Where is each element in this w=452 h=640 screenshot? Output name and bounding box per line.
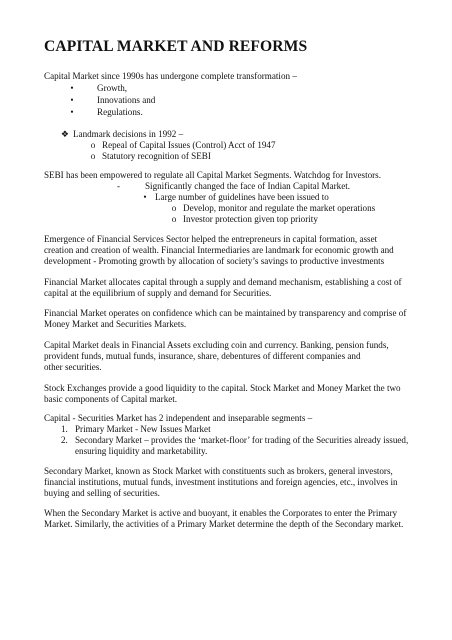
bullet-circle-icon: o <box>171 203 177 213</box>
paragraph-line: development - Promoting growth by allocation of society’s savings to productive investments <box>44 256 385 267</box>
bullet-dot-icon: • <box>70 107 74 117</box>
bullet-dot-icon: • <box>70 95 74 105</box>
landmark-item: Repeal of Capital Issues (Control) Acct of 1947 <box>102 140 276 150</box>
transformation-item: Regulations. <box>97 107 143 117</box>
paragraph-line: capital at the equilibrium of supply and demand for Securities. <box>44 288 272 299</box>
document-title: CAPITAL MARKET AND REFORMS <box>44 38 308 55</box>
dash-marker: - <box>117 181 121 191</box>
segments-heading: Capital - Securities Market has 2 independent and inseparable segments – <box>44 413 313 423</box>
paragraph-line: other securities. <box>44 362 102 373</box>
bullet-dot-icon: • <box>143 192 147 202</box>
paragraph-capital-market <box>44 340 411 373</box>
segment-item-continued: ensuring liquidity and marketability. <box>75 446 208 456</box>
paragraph-buoyant-market <box>44 508 411 530</box>
transformation-item: Innovations and <box>97 95 156 105</box>
paragraph-line: basic components of Capital market. <box>44 394 178 405</box>
paragraph-line: Financial Market allocates capital through a supply and demand mechanism, establishing a cost of <box>44 277 402 287</box>
bullet-circle-icon: o <box>171 214 177 224</box>
transformation-item: Growth, <box>97 83 128 93</box>
sebi-line: SEBI has been empowered to regulate all Capital Market Segments. Watchdog for Investors. <box>44 170 381 180</box>
sebi-sub-item: Develop, monitor and regulate the market operations <box>183 203 376 213</box>
paragraph-line: Secondary Market, known as Stock Market with constituents such as brokers, general investors, <box>44 466 393 476</box>
landmark-item: Statutory recognition of SEBI <box>102 151 211 161</box>
paragraph-line: provident funds, mutual funds, insurance, share, debentures of different companies and <box>44 351 361 362</box>
segment-item: Primary Market - New Issues Market <box>75 424 211 434</box>
paragraph-line: When the Secondary Market is active and buoyant, it enables the Corporates to enter the Primary <box>44 508 398 518</box>
segment-number: 2. <box>61 435 68 445</box>
intro-line: Capital Market since 1990s has undergone complete transformation – <box>44 71 297 81</box>
bullet-dot-icon: • <box>70 83 74 93</box>
paragraph-stock-exchanges <box>44 383 411 405</box>
paragraph-line: Money Market and Securities Markets. <box>44 319 187 330</box>
paragraph-financial-market <box>44 277 411 299</box>
landmark-heading: Landmark decisions in 1992 – <box>73 129 184 139</box>
paragraph-line: creation and creation of wealth. Financial Intermediaries are landmark for economic growth and <box>44 245 394 256</box>
sebi-guidelines: Large number of guidelines have been issued to <box>155 192 329 202</box>
paragraph-line: Stock Exchanges provide a good liquidity to the capital. Stock Market and Money Market the two <box>44 383 401 393</box>
segment-item: Secondary Market – provides the ‘market-floor’ for trading of the Securities already issued, <box>75 435 409 445</box>
paragraph-line: Capital Market deals in Financial Assets excluding coin and currency. Banking, pension funds, <box>44 340 389 350</box>
bullet-diamond-icon: ❖ <box>60 129 70 139</box>
sebi-dash-text: Significantly changed the face of Indian Capital Market. <box>145 181 351 191</box>
paragraph-line: Financial Market operates on confidence which can be maintained by transparency and comprise of <box>44 308 407 318</box>
paragraph-line: buying and selling of securities. <box>44 488 160 499</box>
paragraph-financial-services <box>44 234 411 267</box>
bullet-circle-icon: o <box>90 140 96 150</box>
paragraph-confidence <box>44 308 411 330</box>
paragraph-line: financial institutions, mutual funds, investment institutions and foreign agencies, etc., involves in <box>44 477 398 488</box>
segment-number: 1. <box>61 424 68 434</box>
paragraph-line: Market. Similarly, the activities of a Primary Market determine the depth of the Secondary market. <box>44 519 404 530</box>
paragraph-line: Emergence of Financial Services Sector helped the entrepreneurs in capital formation, asset <box>44 234 378 244</box>
bullet-circle-icon: o <box>90 151 96 161</box>
paragraph-secondary-market <box>44 466 411 499</box>
sebi-sub-item: Investor protection given top priority <box>183 214 318 224</box>
